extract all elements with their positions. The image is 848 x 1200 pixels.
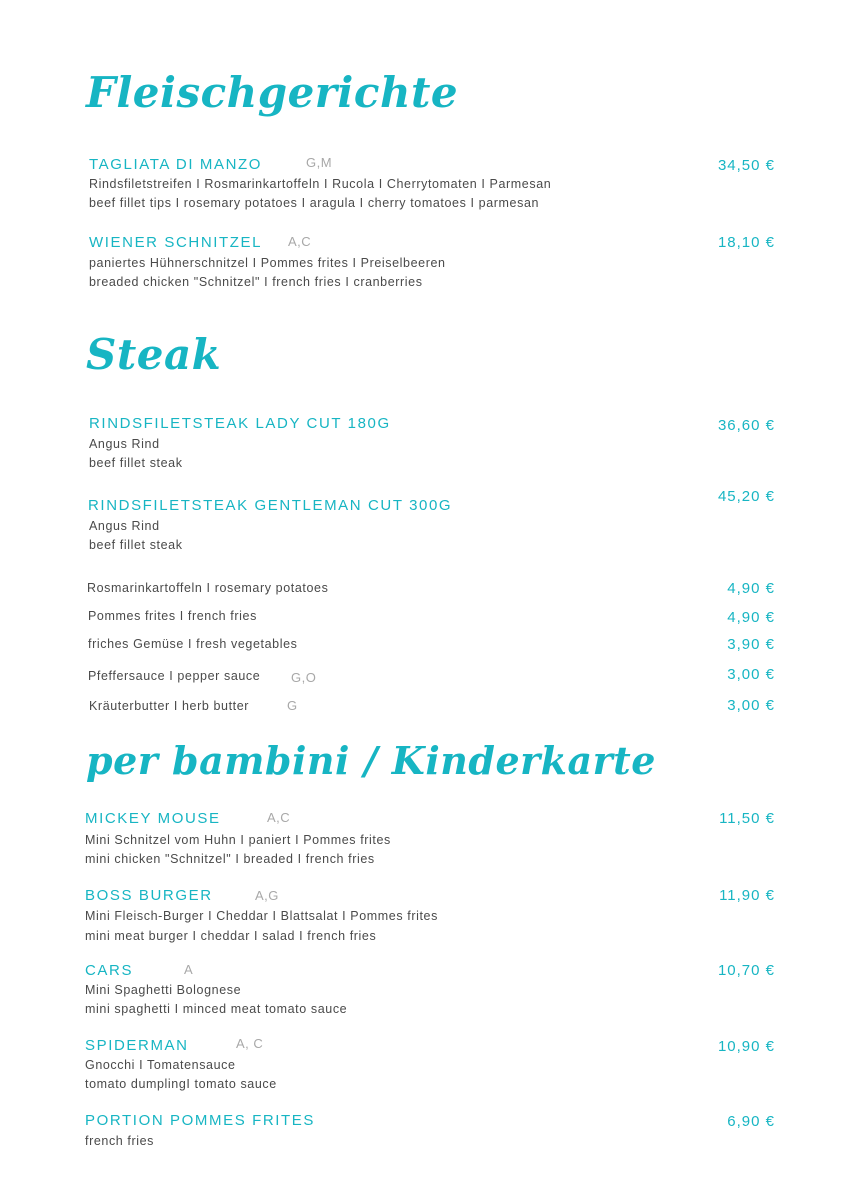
section-title-fleischgerichte: Fleischgerichte [86, 68, 459, 117]
item-price: 11,50 € [719, 810, 775, 827]
item-allergens: A,C [288, 234, 312, 249]
side-price: 3,00 € [727, 666, 775, 683]
item-name: MICKEY MOUSE [85, 810, 221, 827]
item-name: SPIDERMAN [85, 1037, 189, 1054]
side-price: 4,90 € [727, 580, 775, 597]
item-description-de: Gnocchi I Tomatensauce [85, 1058, 236, 1072]
item-price: 10,70 € [717, 962, 775, 979]
item-price: 36,60 € [717, 417, 775, 434]
side-allergens: G [287, 698, 298, 713]
side-name: Rosmarinkartoffeln I rosemary potatoes [87, 581, 329, 595]
item-allergens: A,G [255, 888, 279, 903]
item-name: RINDSFILETSTEAK GENTLEMAN CUT 300G [88, 497, 453, 514]
side-name: Pfeffersauce I pepper sauce [88, 669, 261, 683]
item-price: 10,90 € [717, 1038, 775, 1055]
item-price: 18,10 € [717, 234, 775, 251]
item-description-de: paniertes Hühnerschnitzel I Pommes frites I Preiselbeeren [89, 256, 446, 270]
side-allergens: G,O [291, 670, 317, 685]
side-name: friches Gemüse I fresh vegetables [88, 637, 298, 651]
item-allergens: A [184, 962, 194, 977]
item-description-en: beef fillet steak [89, 538, 183, 552]
side-price: 4,90 € [727, 609, 775, 626]
item-description-de: Mini Spaghetti Bolognese [85, 983, 242, 997]
side-price: 3,90 € [727, 636, 775, 653]
item-name: PORTION POMMES FRITES [85, 1112, 316, 1129]
section-title-steak: Steak [86, 330, 222, 379]
item-name: CARS [85, 962, 134, 979]
item-description-de: Angus Rind [89, 519, 160, 533]
item-price: 11,90 € [719, 887, 775, 904]
side-name: Kräuterbutter I herb butter [89, 699, 250, 713]
item-name: TAGLIATA DI MANZO [89, 156, 263, 173]
item-allergens: G,M [306, 155, 333, 170]
item-description-en: breaded chicken "Schnitzel" I french fries I cranberries [89, 275, 423, 289]
item-description-de: Angus Rind [89, 437, 160, 451]
item-price: 34,50 € [717, 157, 775, 174]
item-description-de: french fries [85, 1134, 155, 1148]
item-description-de: Rindsfiletstreifen I Rosmarinkartoffeln I Rucola I Cherrytomaten I Parmesan [89, 177, 552, 191]
section-title-kinderkarte: per bambini / Kinderkarte [86, 738, 656, 783]
item-description-en: beef fillet steak [89, 456, 183, 470]
item-description-de: Mini Fleisch-Burger I Cheddar I Blattsalat I Pommes frites [85, 909, 438, 923]
item-name: BOSS BURGER [85, 887, 213, 904]
item-description-en: mini chicken "Schnitzel" I breaded I french fries [85, 852, 375, 866]
item-description-en: beef fillet tips I rosemary potatoes I aragula I cherry tomatoes I parmesan [89, 196, 540, 210]
side-price: 3,00 € [727, 697, 775, 714]
item-allergens: A, C [236, 1036, 264, 1051]
item-description-de: Mini Schnitzel vom Huhn I paniert I Pommes frites [85, 833, 391, 847]
item-description-en: tomato dumplingI tomato sauce [85, 1077, 277, 1091]
item-name: WIENER SCHNITZEL [89, 234, 263, 251]
item-allergens: A,C [267, 810, 291, 825]
item-price: 45,20 € [717, 488, 775, 505]
item-description-en: mini meat burger I cheddar I salad I french fries [85, 929, 377, 943]
item-description-en: mini spaghetti I minced meat tomato sauce [85, 1002, 348, 1016]
item-price: 6,90 € [727, 1113, 775, 1130]
item-name: RINDSFILETSTEAK LADY CUT 180G [89, 415, 391, 432]
side-name: Pommes frites I french fries [88, 609, 257, 623]
